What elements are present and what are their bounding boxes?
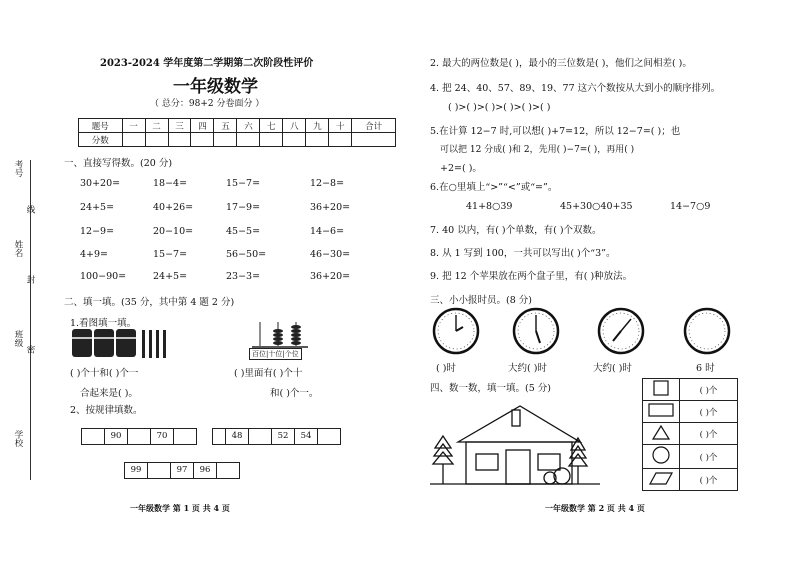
score-head-cell: 七	[260, 119, 283, 133]
calc-item[interactable]: 17−9=	[226, 202, 261, 213]
question-2[interactable]: 2. 最大的两位数是( )，最小的三位数是( )，他们之间相差( )。	[430, 58, 692, 69]
score-head-cell: 八	[283, 119, 306, 133]
question-text: 2、按规律填数。	[70, 405, 143, 416]
clock-icon	[597, 307, 645, 355]
clock-answer[interactable]: 6 时	[696, 363, 715, 374]
clock-icon	[432, 307, 480, 355]
seq-cell[interactable]	[317, 428, 341, 445]
clock-answer[interactable]: 大约( )时	[593, 363, 632, 374]
q1-line2-right[interactable]: 和( )个一。	[270, 388, 319, 399]
shape-count-field[interactable]: ( )个	[680, 423, 738, 445]
seq-cell[interactable]	[173, 428, 197, 445]
circle-icon	[650, 445, 672, 465]
clock-icon	[512, 307, 560, 355]
seq-cell: 96	[193, 462, 217, 479]
score-head-cell: 三	[168, 119, 191, 133]
calc-item[interactable]: 36+20=	[310, 202, 351, 213]
calc-item[interactable]: 12−8=	[310, 178, 345, 189]
q1-line2-left[interactable]: 合起来是( )。	[80, 388, 138, 399]
binding-xingming: 姓名	[13, 240, 23, 257]
score-cell[interactable]	[145, 133, 168, 147]
question-6: 6.在○里填上“>”“<”或“=”。	[430, 182, 558, 193]
sequence-a	[82, 428, 197, 445]
footer-left: 一年级数学 第 1 页 共 4 页	[130, 503, 230, 513]
score-cell[interactable]	[352, 133, 396, 147]
section2-title: 二、填一填。(35 分，其中第 4 题 2 分)	[64, 297, 235, 308]
seq-cell[interactable]	[81, 428, 105, 445]
score-cell[interactable]	[329, 133, 352, 147]
house-drawing	[430, 398, 600, 490]
compare-item[interactable]: 41+8○39	[466, 201, 513, 212]
abacus-image	[250, 322, 310, 348]
calc-item[interactable]: 20−10=	[153, 226, 194, 237]
binding-xuexiao: 学校	[13, 430, 23, 447]
q1-line1-right[interactable]: ( )里面有( )个十	[234, 368, 303, 379]
exam-title: 2023-2024 学年度第二学期第二次阶段性评价	[100, 58, 314, 69]
calc-item[interactable]: 56−50=	[226, 249, 267, 260]
parallelogram-icon	[648, 469, 674, 487]
calc-item[interactable]: 100−90=	[80, 271, 127, 282]
shape-count-field[interactable]: ( )个	[680, 379, 738, 401]
question-5-line3[interactable]: +2=( )。	[440, 163, 482, 174]
seq-cell[interactable]	[212, 428, 226, 445]
question-text: 1.看图填一填。	[70, 318, 137, 329]
rectangle-icon	[647, 401, 675, 419]
binding-feng: 封	[25, 275, 35, 284]
score-cell[interactable]	[306, 133, 329, 147]
seq-cell[interactable]	[248, 428, 272, 445]
seq-cell: 90	[104, 428, 128, 445]
calc-item[interactable]: 24+5=	[80, 202, 115, 213]
seq-cell: 97	[170, 462, 194, 479]
shape-count-field[interactable]: ( )个	[680, 469, 738, 491]
calc-item[interactable]: 40+26=	[153, 202, 194, 213]
seq-cell[interactable]	[147, 462, 171, 479]
shape-count-table	[642, 378, 738, 491]
calc-item[interactable]: 23−3=	[226, 271, 261, 282]
seq-cell: 54	[294, 428, 318, 445]
sequence-c	[125, 462, 240, 479]
seq-cell: 48	[225, 428, 249, 445]
score-head-cell: 四	[191, 119, 214, 133]
score-head-cell: 一	[122, 119, 145, 133]
score-head-cell: 合计	[352, 119, 396, 133]
shape-count-field[interactable]: ( )个	[680, 401, 738, 423]
binding-banji: 班级	[13, 330, 23, 347]
question-7[interactable]: 7. 40 以内，有( )个单数，有( )个双数。	[430, 225, 602, 236]
calc-item[interactable]: 24+5=	[153, 271, 188, 282]
calc-item[interactable]: 12−9=	[80, 226, 115, 237]
score-cell[interactable]	[214, 133, 237, 147]
score-cell[interactable]	[191, 133, 214, 147]
shape-count-field[interactable]: ( )个	[680, 445, 738, 469]
score-cell[interactable]	[237, 133, 260, 147]
score-cell[interactable]	[122, 133, 145, 147]
score-head-cell: 十	[329, 119, 352, 133]
seq-cell: 70	[150, 428, 174, 445]
abacus-labels: 百位|十位|个位	[249, 348, 302, 360]
question-5-line2[interactable]: 可以把 12 分成( )和 2，先用( )−7=( )，再用( )	[440, 145, 635, 155]
score-cell[interactable]	[168, 133, 191, 147]
seq-cell: 52	[271, 428, 295, 445]
footer-right: 一年级数学 第 2 页 共 4 页	[545, 503, 645, 513]
calc-item[interactable]: 36+20=	[310, 271, 351, 282]
binding-kaohao: 考号	[13, 160, 23, 177]
compare-item[interactable]: 14−7○9	[670, 201, 711, 212]
score-row-label: 分数	[79, 133, 123, 147]
q1-line1-left[interactable]: ( )个十和( )个一	[70, 368, 139, 379]
calc-item[interactable]: 4+9=	[80, 249, 109, 260]
calc-item[interactable]: 30+20=	[80, 178, 121, 189]
score-cell[interactable]	[260, 133, 283, 147]
calc-item[interactable]: 14−6=	[310, 226, 345, 237]
score-head-cell: 九	[306, 119, 329, 133]
binding-mi: 密	[25, 345, 35, 354]
sequence-b	[213, 428, 341, 445]
score-head-cell: 六	[237, 119, 260, 133]
compare-item[interactable]: 45+30○40+35	[560, 201, 633, 212]
section3-title: 三、小小报时员。(8 分)	[430, 295, 532, 306]
page-title: 一年级数学	[173, 77, 258, 97]
question-4: 4. 把 24、40、57、89、19、77 这六个数按从大到小的顺序排列。	[430, 83, 721, 94]
binding-xian: 线	[25, 205, 35, 214]
calc-item[interactable]: 18−4=	[153, 178, 188, 189]
question-5-line1[interactable]: 5.在计算 12−7 时,可以想( )+7=12，所以 12−7=( )；也	[430, 126, 681, 137]
section4-title: 四、数一数，填一填。(5 分)	[430, 383, 551, 394]
score-head-cell: 二	[145, 119, 168, 133]
score-head-cell: 题号	[79, 119, 123, 133]
calc-item[interactable]: 46−30=	[310, 249, 351, 260]
score-head-cell: 五	[214, 119, 237, 133]
seq-cell: 99	[124, 462, 148, 479]
square-icon	[650, 379, 672, 397]
q4-blanks[interactable]: ( )>( )>( )>( )>( )>( )	[448, 102, 551, 113]
score-note: （ 总分：98+2 分卷面分 ）	[150, 99, 265, 109]
clock-answer[interactable]: 大约( )时	[508, 363, 547, 374]
score-cell[interactable]	[283, 133, 306, 147]
question-9[interactable]: 9. 把 12 个苹果放在两个盘子里，有( )种放法。	[430, 271, 633, 282]
counting-sticks-image	[70, 327, 170, 359]
clock-icon	[683, 307, 731, 355]
triangle-icon	[650, 423, 672, 441]
seq-cell[interactable]	[216, 462, 240, 479]
calc-item[interactable]: 45−5=	[226, 226, 261, 237]
seq-cell[interactable]	[127, 428, 151, 445]
calc-item[interactable]: 15−7=	[153, 249, 188, 260]
question-8[interactable]: 8. 从 1 写到 100，一共可以写出( )个“3”。	[430, 248, 616, 259]
section1-title: 一、直接写得数。(20 分)	[64, 158, 173, 169]
score-table	[78, 118, 396, 147]
clock-answer[interactable]: ( )时	[436, 363, 456, 374]
calc-item[interactable]: 15−7=	[226, 178, 261, 189]
